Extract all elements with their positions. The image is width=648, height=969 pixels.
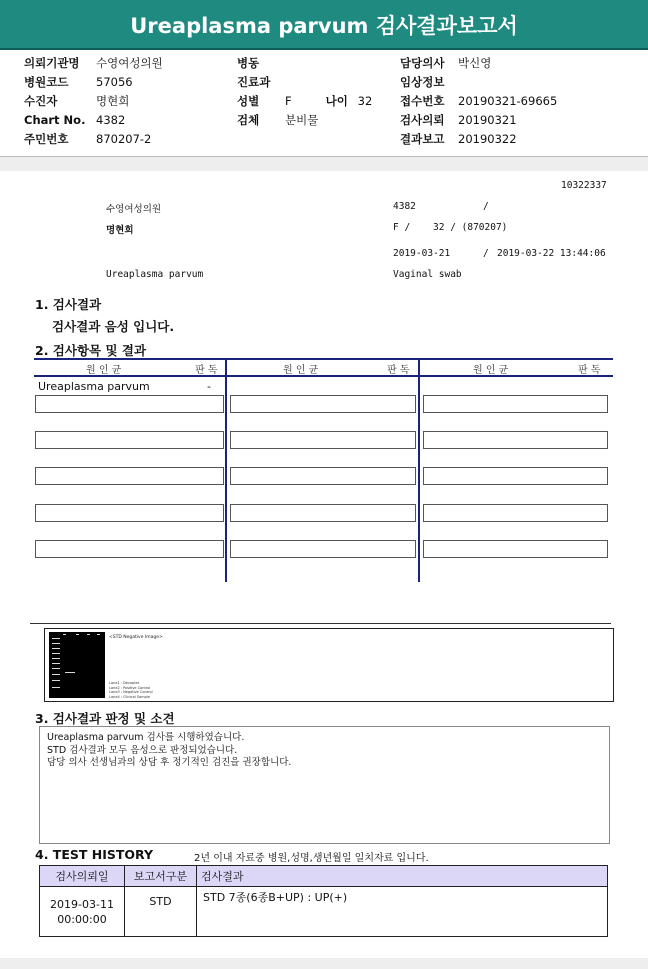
header-label: 주민번호 <box>24 132 69 146</box>
header-row <box>400 92 640 111</box>
col-judge-header: 판 독 <box>195 365 218 376</box>
age-value: 32 <box>357 94 373 108</box>
history-table <box>39 865 608 937</box>
history-col-header: 보고서구분 <box>125 866 197 887</box>
header-value: 박신영 <box>458 56 492 70</box>
header-value: 20190322 <box>458 132 517 146</box>
header-row <box>24 73 224 92</box>
header-row <box>237 73 387 92</box>
header-value: 20190321-69665 <box>458 94 558 108</box>
result-pathogen: Ureaplasma parvum <box>38 380 150 393</box>
print-date-report: 2019-03-22 13:44:06 <box>497 248 606 259</box>
header-row <box>24 111 224 130</box>
result-cell <box>230 395 416 413</box>
header-row <box>400 73 640 92</box>
header-col-1 <box>24 54 224 149</box>
print-slash: / <box>483 201 489 212</box>
opinion-line: Ureaplasma parvum 검사를 시행하였습니다. <box>47 732 245 743</box>
opinion-text <box>40 727 609 770</box>
gel-legend-item: Lane1 : Decoplex <box>109 681 140 685</box>
header-label: 수진자 <box>24 94 58 108</box>
header-value: 4382 <box>96 113 126 127</box>
header-value: 명현희 <box>96 94 130 108</box>
gel-image <box>49 632 105 698</box>
opinion-line: STD 검사결과 모두 음성으로 판정되었습니다. <box>47 744 238 756</box>
header-row <box>400 130 640 149</box>
print-sex-age: F / 32 / (870207) <box>393 222 508 233</box>
column-separator <box>225 360 227 582</box>
header-label: 결과보고 <box>400 132 445 146</box>
result-cell <box>423 540 608 558</box>
header-label: 임상정보 <box>400 75 445 89</box>
gel-image-panel <box>44 628 614 702</box>
header-label: 검체 <box>237 113 260 127</box>
result-cell <box>230 467 416 485</box>
header-row <box>24 92 224 111</box>
header-label: 병동 <box>237 56 260 70</box>
gel-legend-item: Lane3 : Negative Control <box>109 690 153 694</box>
col-pathogen-header: 원 인 균 <box>283 365 319 376</box>
section-1-result: 검사결과 음성 입니다. <box>52 319 175 334</box>
section-2-heading: 2. 검사항목 및 결과 <box>35 343 147 358</box>
header-value: 분비물 <box>285 113 319 127</box>
header-row <box>24 130 224 149</box>
result-cell <box>230 431 416 449</box>
report-title: Ureaplasma parvum 검사결과보고서 <box>0 0 648 50</box>
footer-band <box>0 958 648 969</box>
print-code: 10322337 <box>561 180 607 191</box>
header-row <box>237 54 387 73</box>
history-result: STD 7종(6종B+UP) : UP(+) <box>197 887 608 937</box>
section-3-heading: 3. 검사결과 판정 및 소견 <box>35 711 175 726</box>
header-value: 57056 <box>96 75 133 89</box>
history-col-header: 검사의뢰일 <box>40 866 125 887</box>
header-label: 병원코드 <box>24 75 69 89</box>
col-judge-header: 판 독 <box>387 365 410 376</box>
result-cell <box>35 540 224 558</box>
header-value: 수영여성의원 <box>96 56 163 70</box>
history-time: 00:00:00 <box>57 912 107 926</box>
col-judge-header: 판 독 <box>578 365 601 376</box>
opinion-line: 담당 의사 선생님과의 상담 후 정기적인 검진을 권장합니다. <box>47 757 292 768</box>
print-specimen: Vaginal swab <box>393 269 462 280</box>
header-label: 진료과 <box>237 75 271 89</box>
header-label: 검사의뢰 <box>400 113 445 127</box>
history-date: 2019-03-11 <box>50 897 114 911</box>
column-separator <box>418 360 420 582</box>
header-col-2 <box>237 54 387 130</box>
print-chart: 4382 <box>393 201 416 212</box>
header-row <box>24 54 224 73</box>
history-row <box>40 887 608 937</box>
table-top-rule <box>34 358 613 360</box>
header-label: 접수번호 <box>400 94 445 108</box>
header-value: 870207-2 <box>96 132 152 146</box>
result-value: - <box>207 380 211 393</box>
section-4-heading: 4. TEST HISTORY <box>35 847 154 862</box>
print-slash: / <box>483 248 489 259</box>
result-cell <box>35 431 224 449</box>
gel-legend-item: Lane2 : Positive Control <box>109 685 151 690</box>
col-pathogen-header: 원 인 균 <box>473 365 509 376</box>
print-patient: 명현희 <box>106 225 134 236</box>
history-col-header: 검사결과 <box>197 866 608 887</box>
gel-caption: <STD Negative Image> <box>109 635 163 640</box>
header-row <box>237 92 387 111</box>
section-1-heading: 1. 검사결과 <box>35 297 102 312</box>
header-label: 담당의사 <box>400 56 445 70</box>
header-value: F <box>285 94 292 108</box>
header-row <box>400 111 640 130</box>
header-label: 성별 <box>237 94 260 108</box>
result-cell <box>230 504 416 522</box>
result-cell <box>423 395 608 413</box>
header-row <box>237 111 387 130</box>
gel-legend <box>109 681 153 699</box>
result-cell <box>35 395 224 413</box>
print-hospital: 수영여성의원 <box>106 204 162 215</box>
header-col-3 <box>400 54 640 149</box>
header-row <box>400 54 640 73</box>
image-top-rule <box>30 623 611 624</box>
result-cell <box>423 504 608 522</box>
result-cell <box>35 504 224 522</box>
print-date-received: 2019-03-21 <box>393 248 451 259</box>
print-test-name: Ureaplasma parvum <box>106 269 204 280</box>
header-label: Chart No. <box>24 113 86 127</box>
result-cell <box>423 467 608 485</box>
col-pathogen-header: 원 인 균 <box>86 365 122 376</box>
history-note: 2년 이내 자료중 병원,성명,생년월일 일치자료 입니다. <box>194 853 429 864</box>
history-type: STD <box>125 887 197 937</box>
result-cell <box>423 431 608 449</box>
opinion-box <box>39 726 610 844</box>
header-value: 20190321 <box>458 113 517 127</box>
header-divider <box>0 156 648 171</box>
gel-legend-item: Lane4 : Clinical Sample <box>109 694 150 699</box>
result-cell <box>230 540 416 558</box>
result-cell <box>35 467 224 485</box>
history-date-cell <box>40 887 125 937</box>
age-label: 나이 <box>325 94 348 108</box>
header-label: 의뢰기관명 <box>24 56 80 70</box>
